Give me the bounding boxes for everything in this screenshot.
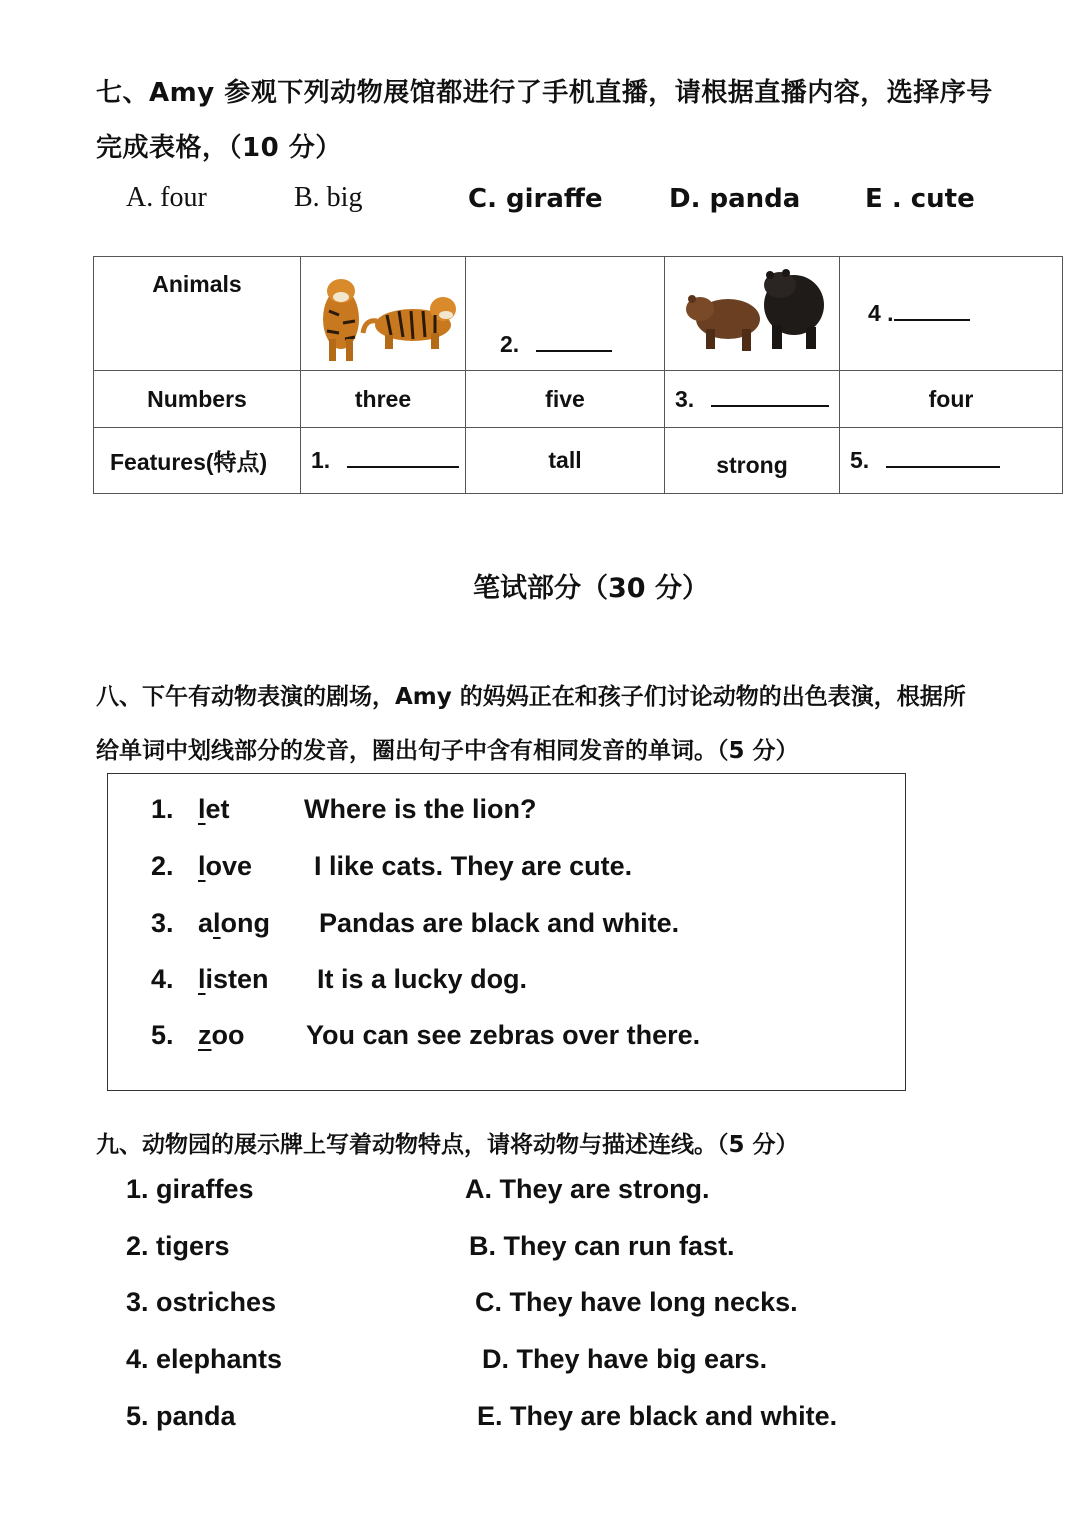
- pron-sentence-2: I like cats. They are cute.: [314, 851, 633, 881]
- q8-instruction-line1: 八、下午有动物表演的剧场，Amy 的妈妈正在和孩子们讨论动物的出色表演，根据所: [96, 684, 966, 710]
- pron-word-rest-3: ong: [220, 908, 271, 938]
- q8-instruction-line2: 给单词中划线部分的发音，圈出句子中含有相同发音的单词。（5 分）: [96, 738, 799, 764]
- blank-3-label: 3.: [675, 385, 695, 412]
- pron-sentence-1: Where is the lion?: [304, 794, 537, 824]
- animals-blank-2: [466, 257, 665, 371]
- feature-col2: tall: [466, 428, 665, 494]
- option-e: E . cute: [865, 184, 975, 214]
- blank-1-label: 1.: [311, 447, 331, 473]
- pron-word-rest-4: isten: [205, 964, 269, 994]
- blank-1-line: [347, 466, 459, 468]
- q7-instruction-line2: 完成表格，（10 分）: [96, 133, 342, 163]
- pron-num-2: 2.: [151, 851, 174, 881]
- q7-instruction-line1: 七、Amy 参观下列动物展馆都进行了手机直播，请根据直播内容，选择序号: [96, 78, 993, 108]
- match-left-1: 1. giraffes: [126, 1174, 254, 1204]
- pron-num-1: 1.: [151, 794, 174, 824]
- bear-icon: [672, 261, 832, 361]
- q9-instruction: 九、动物园的展示牌上写着动物特点，请将动物与描述连线。（5 分）: [96, 1132, 799, 1158]
- animals-table: [93, 256, 1063, 494]
- pron-word-rest-5: oo: [211, 1020, 245, 1050]
- match-right-a: A. They are strong.: [465, 1174, 710, 1204]
- blank-4-label: 4 .: [868, 300, 894, 326]
- match-left-5: 5. panda: [126, 1401, 236, 1431]
- option-d: D. panda: [669, 184, 801, 214]
- blank-2-line: [536, 350, 612, 352]
- number-col2: five: [466, 371, 665, 428]
- match-right-b: B. They can run fast.: [469, 1231, 735, 1261]
- match-left-4: 4. elephants: [126, 1344, 283, 1374]
- pron-underline-2: l: [198, 851, 206, 881]
- row-header-numbers: Numbers: [94, 371, 301, 428]
- option-a: A. four: [126, 182, 207, 213]
- pron-sentence-4: It is a lucky dog.: [317, 964, 528, 994]
- row-header-animals: Animals: [94, 257, 301, 371]
- match-right-c: C. They have long necks.: [475, 1287, 798, 1317]
- pron-underline-5: z: [198, 1020, 212, 1050]
- match-left-2: 2. tigers: [126, 1231, 230, 1261]
- number-col4: four: [840, 371, 1063, 428]
- option-c: C. giraffe: [468, 184, 603, 214]
- pron-num-3: 3.: [151, 908, 174, 938]
- features-blank-1: [301, 428, 466, 494]
- features-blank-5: [840, 428, 1063, 494]
- animals-blank-4: [840, 257, 1063, 371]
- pronunciation-box: [107, 773, 906, 1091]
- pron-num-4: 4.: [151, 964, 174, 994]
- pron-word-2: [198, 851, 252, 882]
- numbers-blank-3: [665, 371, 840, 428]
- pron-underline-4: l: [198, 964, 206, 994]
- pron-word-rest-2: ove: [205, 851, 253, 881]
- pron-underline-1: l: [198, 794, 206, 824]
- feature-col3: strong: [665, 428, 840, 494]
- row-header-features: Features(特点): [94, 428, 301, 494]
- option-b: B. big: [294, 182, 363, 213]
- match-right-d: D. They have big ears.: [482, 1344, 768, 1374]
- pron-word-1: [198, 794, 230, 825]
- bear-image: [665, 257, 840, 371]
- blank-3-line: [711, 405, 829, 407]
- pron-word-rest-1: et: [205, 794, 230, 824]
- pron-num-5: 5.: [151, 1020, 174, 1050]
- blank-5-line: [886, 466, 1000, 468]
- number-tigers: three: [301, 371, 466, 428]
- tiger-icon: [303, 261, 463, 361]
- blank-2-label: 2.: [500, 331, 520, 357]
- blank-4-line: [894, 319, 970, 321]
- pron-sentence-5: You can see zebras over there.: [306, 1020, 701, 1050]
- match-left-3: 3. ostriches: [126, 1287, 277, 1317]
- pron-sentence-3: Pandas are black and white.: [319, 908, 680, 938]
- pron-word-3: [198, 908, 270, 939]
- pron-word-5: [198, 1020, 245, 1051]
- blank-5-label: 5.: [850, 447, 870, 473]
- pron-word-pre-3: a: [198, 908, 214, 938]
- pron-underline-3: l: [213, 908, 221, 938]
- written-section-title: 笔试部分（30 分）: [473, 573, 709, 604]
- tiger-image: [301, 257, 466, 371]
- match-right-e: E. They are black and white.: [477, 1401, 838, 1431]
- pron-word-4: [198, 964, 269, 995]
